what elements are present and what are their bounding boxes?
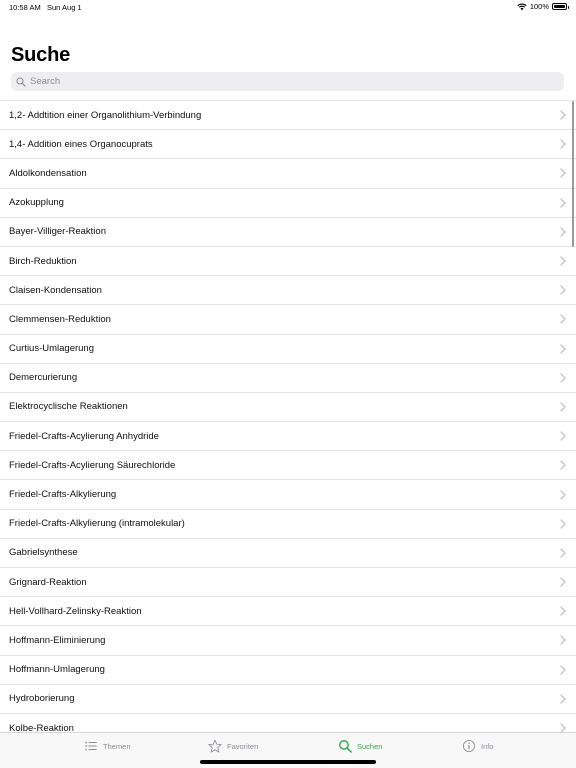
list-item-label: Kolbe-Reaktion: [9, 722, 74, 732]
list-item[interactable]: [0, 539, 576, 568]
tab-favoriten[interactable]: [208, 739, 258, 753]
tab-themen-label: Themen: [103, 741, 131, 751]
list-item[interactable]: [0, 510, 576, 539]
star-icon: [208, 739, 222, 753]
list-item[interactable]: [0, 656, 576, 685]
chevron-right-icon: [560, 402, 566, 412]
list-item-label: 1,2- Addtition einer Organolithium-Verbindung: [9, 109, 202, 121]
list-item[interactable]: [0, 480, 576, 509]
chevron-right-icon: [560, 139, 566, 149]
home-indicator[interactable]: [200, 760, 376, 764]
tab-suchen-label: Suchen: [357, 741, 383, 751]
search-icon: [338, 739, 352, 753]
chevron-right-icon: [560, 490, 566, 500]
battery-percent: 100%: [529, 2, 549, 11]
list-item[interactable]: [0, 305, 576, 334]
chevron-right-icon: [560, 635, 566, 645]
chevron-right-icon: [560, 606, 566, 616]
list-item[interactable]: [0, 714, 576, 732]
list-item-label: Aldolkondensation: [9, 167, 87, 179]
list-item-label: Claisen-Kondensation: [9, 284, 102, 296]
list-item-label: Demercurierung: [9, 372, 78, 384]
list-item-label: 1,4- Addition eines Organocuprats: [9, 138, 153, 150]
list-item-label: Curtius-Umlagerung: [9, 343, 95, 355]
chevron-right-icon: [560, 314, 566, 324]
list-item[interactable]: [0, 451, 576, 480]
list-item[interactable]: [0, 218, 576, 247]
list-item-label: Birch-Reduktion: [9, 255, 77, 267]
battery-icon: [552, 3, 567, 10]
chevron-right-icon: [560, 431, 566, 441]
list-item-label: Hydroborierung: [9, 693, 75, 705]
tab-favoriten-label: Favoriten: [227, 741, 259, 751]
list-item[interactable]: [0, 101, 576, 130]
list-item-label: Friedel-Crafts-Alkylierung (intramolekular): [9, 518, 185, 530]
list-item-label: Grignard-Reaktion: [9, 576, 87, 588]
search-bar[interactable]: [11, 72, 564, 91]
status-indicators: [517, 2, 567, 11]
chevron-right-icon: [560, 256, 566, 266]
list-item[interactable]: [0, 597, 576, 626]
chevron-right-icon: [560, 519, 566, 529]
list-item[interactable]: [0, 247, 576, 276]
list-item[interactable]: [0, 335, 576, 364]
page-title: Suche: [11, 44, 71, 66]
status-bar: [0, 0, 576, 16]
list-item[interactable]: [0, 159, 576, 188]
list-item[interactable]: [0, 393, 576, 422]
chevron-right-icon: [560, 227, 566, 237]
tab-info[interactable]: [462, 739, 494, 753]
list-item-label: Bayer-Villiger-Reaktion: [9, 226, 106, 238]
chevron-right-icon: [560, 168, 566, 178]
search-icon: [16, 77, 26, 87]
chevron-right-icon: [560, 577, 566, 587]
list-item[interactable]: [0, 422, 576, 451]
list-item-label: Azokupplung: [9, 197, 64, 209]
info-icon: [462, 739, 476, 753]
list-item-label: Elektrocyclische Reaktionen: [9, 401, 128, 413]
list-item-label: Friedel-Crafts-Acylierung Säurechloride: [9, 459, 176, 471]
scroll-indicator[interactable]: [572, 101, 575, 247]
chevron-right-icon: [560, 548, 566, 558]
list-item-label: Friedel-Crafts-Alkylierung: [9, 489, 117, 501]
reaction-list[interactable]: [0, 100, 576, 732]
tab-themen[interactable]: [84, 739, 131, 753]
list-item[interactable]: [0, 130, 576, 159]
chevron-right-icon: [560, 723, 566, 732]
chevron-right-icon: [560, 460, 566, 470]
list-item-label: Clemmensen-Reduktion: [9, 313, 111, 325]
list-icon: [84, 739, 98, 753]
tab-suchen[interactable]: [338, 739, 382, 753]
list-item-label: Hoffmann-Eliminierung: [9, 634, 106, 646]
list-item[interactable]: [0, 685, 576, 714]
list-item[interactable]: [0, 568, 576, 597]
chevron-right-icon: [560, 110, 566, 120]
list-item-label: Hoffmann-Umlagerung: [9, 664, 105, 676]
list-item-label: Gabrielsynthese: [9, 547, 78, 559]
chevron-right-icon: [560, 344, 566, 354]
chevron-right-icon: [560, 285, 566, 295]
chevron-right-icon: [560, 665, 566, 675]
list-item[interactable]: [0, 276, 576, 305]
chevron-right-icon: [560, 373, 566, 383]
chevron-right-icon: [560, 198, 566, 208]
chevron-right-icon: [560, 694, 566, 704]
status-time: 10:58 AM: [9, 3, 41, 12]
list-item[interactable]: [0, 626, 576, 655]
list-item-label: Hell-Vollhard-Zelinsky-Reaktion: [9, 605, 142, 617]
status-date: Sun Aug 1: [47, 3, 82, 12]
wifi-icon: [517, 3, 527, 11]
list-item-label: Friedel-Crafts-Acylierung Anhydride: [9, 430, 159, 442]
tab-info-label: Info: [481, 741, 494, 751]
list-item[interactable]: [0, 364, 576, 393]
search-input[interactable]: [30, 76, 550, 87]
list-item[interactable]: [0, 189, 576, 218]
